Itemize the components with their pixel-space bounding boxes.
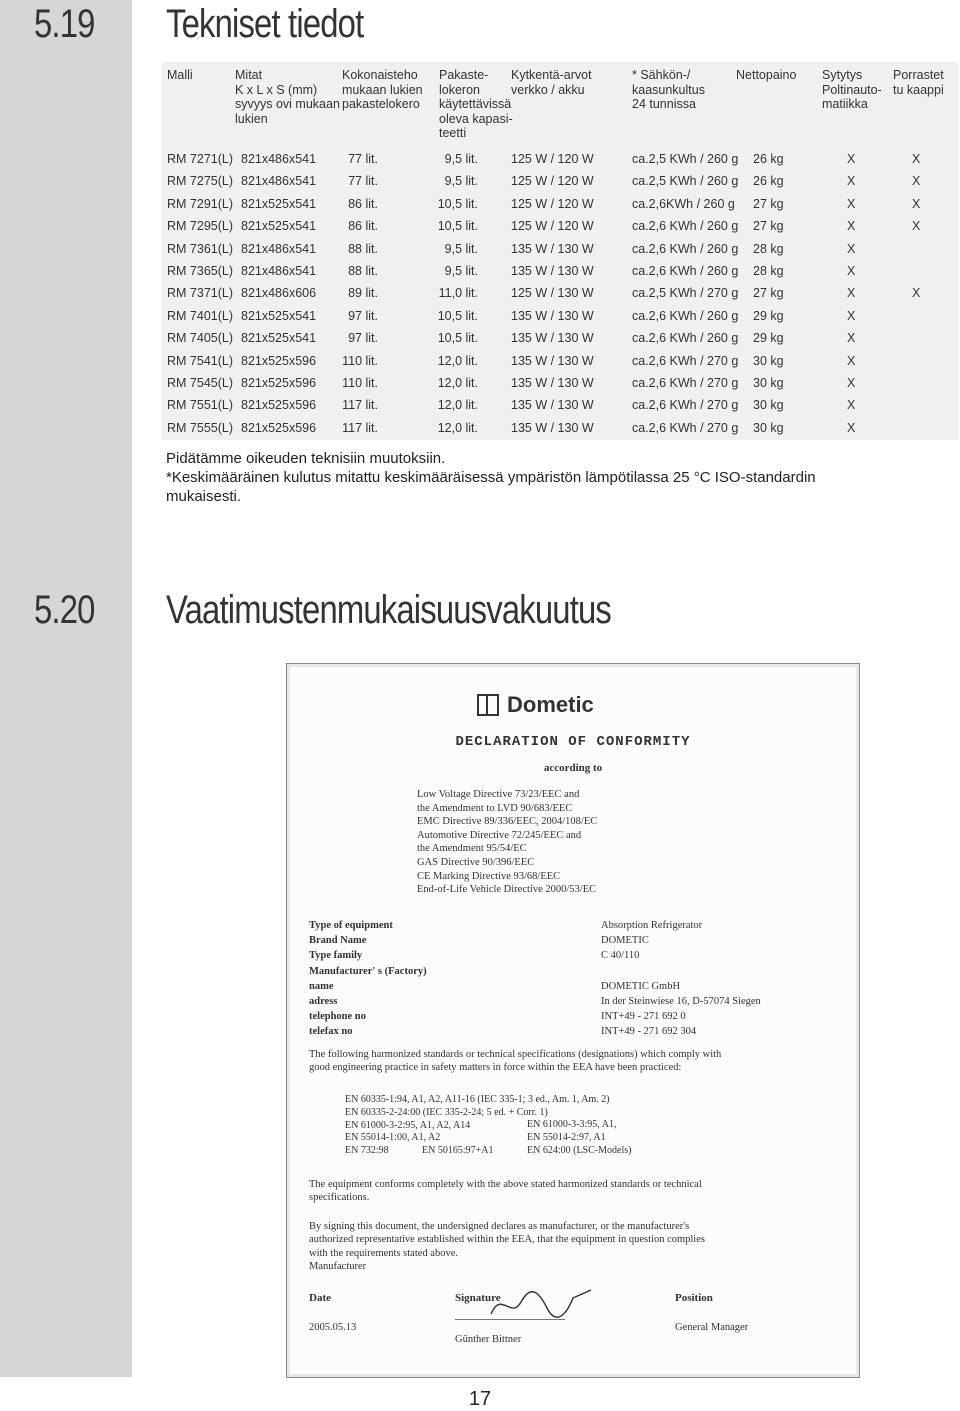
cell-consumption: ca.2,6 KWh / 260 g	[632, 241, 739, 256]
cell-total-volume: 88 lit.	[348, 241, 378, 256]
notes-block	[166, 449, 926, 506]
cell-net-weight: 27 kg	[753, 196, 784, 211]
cell-ignition: X	[847, 376, 856, 390]
position-value: General Manager	[675, 1322, 749, 1333]
handwritten-signature	[487, 1284, 597, 1324]
table-row	[162, 282, 958, 304]
cell-model: RM 7405(L)	[167, 331, 233, 346]
cell-stepped-cabinet: X	[912, 196, 921, 211]
cell-ignition: X	[847, 398, 856, 413]
cell-net-weight: 29 kg	[753, 331, 784, 346]
table-row	[162, 350, 958, 372]
cell-model: RM 7545(L)	[167, 376, 233, 390]
conformity-statement: The equipment conforms completely with the above stated harmonized standards or technical specifications.	[309, 1179, 702, 1204]
cell-freezer-capacity: 10,5 lit.	[437, 219, 478, 234]
standards-left: EN 60335-1:94, A1, A2, A11-16 (IEC 335-1; 3 ed., Am. 1, Am. 2) EN 60335-2-24:00 (IEC 335-2-24; 5 ed. + Corr. 1) EN 61000-3-2:95, A1, A2, A14 EN 55014-1:00, A1, A2 EN 732:98	[345, 1094, 610, 1157]
cell-consumption: ca.2,6 KWh / 260 g	[632, 331, 739, 346]
cell-freezer-capacity: 10,5 lit.	[437, 308, 478, 323]
cell-ignition: X	[847, 264, 856, 278]
cell-consumption: ca.2,6 KWh / 270 g	[632, 376, 739, 390]
cell-total-volume: 117 lit.	[342, 420, 378, 435]
cell-dimensions: 821x525x541	[241, 331, 317, 346]
left-margin-band	[0, 0, 132, 1377]
table-row	[162, 215, 958, 237]
cell-total-volume: 110 lit.	[342, 353, 378, 368]
page-number: 17	[468, 1388, 492, 1410]
header-total-volume: Kokonaisteho mukaan lukien pakastelokero	[342, 68, 423, 111]
cell-power-rating: 135 W / 130 W	[511, 264, 594, 278]
cell-net-weight: 28 kg	[753, 264, 784, 278]
signature-label: Signature	[455, 1292, 501, 1304]
cell-power-rating: 135 W / 130 W	[511, 331, 594, 346]
header-stepped-cabinet: Porrastet tu kaappi	[893, 68, 944, 97]
directive-list: Low Voltage Directive 73/23/EEC and the Amendment to LVD 90/683/EEC EMC Directive 89/336/EEC, 2004/108/EC Automotive Directive 72/245/EEC and the Amendment 95/54/EC GAS Directive 90/396/EEC CE Marking Directive 93/68/EEC End-of-Life Vehicle Directive 2000/53/EC	[417, 789, 598, 896]
cell-freezer-capacity: 12,0 lit.	[437, 353, 478, 368]
section-number-520: 5.20	[34, 588, 95, 632]
declaration-title: DECLARATION OF CONFORMITY	[455, 734, 691, 750]
cell-net-weight: 26 kg	[753, 174, 784, 189]
cell-power-rating: 135 W / 130 W	[511, 398, 594, 413]
cell-dimensions: 821x525x541	[241, 308, 317, 323]
signing-statement: By signing this document, the undersigned declares as manufacturer, or the manufacturer's authorized representative established within the EEA, that the equipment in question complies with the requirements stated above. Manufacturer	[309, 1221, 705, 1273]
cell-freezer-capacity: 9,5 lit.	[444, 264, 478, 278]
cell-net-weight: 30 kg	[753, 420, 784, 435]
cell-power-rating: 125 W / 120 W	[511, 152, 594, 166]
cell-model: RM 7365(L)	[167, 264, 233, 278]
cell-dimensions: 821x525x541	[241, 219, 317, 234]
cell-dimensions: 821x486x606	[241, 286, 317, 301]
note-average-consumption: *Keskimääräinen kulutus mitattu keskimääräisessä ympäristön lämpötilassa 25 °C ISO-standardin mukaisesti.	[166, 469, 816, 505]
cell-freezer-capacity: 12,0 lit.	[437, 376, 478, 390]
date-label: Date	[309, 1292, 331, 1304]
cell-ignition: X	[847, 308, 856, 323]
cell-power-rating: 135 W / 130 W	[511, 353, 594, 368]
section-title-520: Vaatimustenmukaisuusvakuutus	[166, 588, 611, 632]
table-row	[162, 260, 958, 282]
cell-model: RM 7555(L)	[167, 420, 233, 435]
table-row	[162, 327, 958, 349]
cell-freezer-capacity: 12,0 lit.	[437, 420, 478, 435]
date-value: 2005.05.13	[309, 1322, 357, 1333]
table-row	[162, 305, 958, 327]
signature-line	[455, 1319, 565, 1320]
standards-middle: EN 50165:97+A1	[422, 1145, 494, 1156]
header-dimensions: Mitat K x L x S (mm) syvyys ovi mukaan lukien	[235, 68, 340, 126]
table-row	[162, 170, 958, 192]
cell-freezer-capacity: 9,5 lit.	[444, 174, 478, 189]
cell-freezer-capacity: 9,5 lit.	[444, 241, 478, 256]
cell-ignition: X	[847, 353, 856, 368]
cell-power-rating: 135 W / 130 W	[511, 308, 594, 323]
standards-right: EN 61000-3-3:95, A1, EN 55014-2:97, A1 EN 624:00 (LSC-Models)	[527, 1119, 632, 1156]
cell-total-volume: 117 lit.	[342, 398, 378, 413]
cell-model: RM 7401(L)	[167, 308, 233, 323]
cell-freezer-capacity: 9,5 lit.	[444, 152, 478, 166]
cell-ignition: X	[847, 420, 856, 435]
cell-power-rating: 125 W / 120 W	[511, 219, 594, 234]
header-power-rating: Kytkentä-arvot verkko / akku	[511, 68, 592, 97]
cell-dimensions: 821x525x596	[241, 398, 317, 413]
cell-net-weight: 26 kg	[753, 152, 784, 166]
cell-total-volume: 77 lit.	[348, 152, 378, 166]
cell-consumption: ca.2,6 KWh / 260 g	[632, 264, 739, 278]
table-row	[162, 238, 958, 260]
table-row	[162, 394, 958, 416]
cell-stepped-cabinet: X	[912, 219, 921, 234]
note-rights-reserved: Pidätämme oikeuden teknisiin muutoksiin.	[166, 450, 446, 467]
dometic-logo-text: Dometic	[507, 692, 594, 717]
cell-total-volume: 89 lit.	[348, 286, 378, 301]
table-row	[162, 417, 958, 439]
dometic-logo-icon	[477, 694, 499, 716]
cell-freezer-capacity: 10,5 lit.	[437, 331, 478, 346]
cell-power-rating: 125 W / 120 W	[511, 174, 594, 189]
cell-model: RM 7551(L)	[167, 398, 233, 413]
cell-consumption: ca.2,6 KWh / 260 g	[632, 308, 739, 323]
cell-power-rating: 125 W / 130 W	[511, 286, 594, 301]
harmonized-standards-intro: The following harmonized standards or technical specifications (designations) which comply with good engineering practice in safety matters in force within the EEA have been practiced:	[309, 1049, 722, 1074]
cell-total-volume: 77 lit.	[348, 174, 378, 189]
cell-dimensions: 821x525x596	[241, 376, 317, 390]
cell-ignition: X	[847, 196, 856, 211]
cell-total-volume: 110 lit.	[342, 376, 378, 390]
technical-data-table	[162, 62, 958, 440]
cell-consumption: ca.2,6 KWh / 260 g	[632, 219, 739, 234]
cell-total-volume: 97 lit.	[348, 308, 378, 323]
section-number-519: 5.19	[34, 2, 95, 46]
table-row	[162, 372, 958, 394]
header-freezer-capacity: Pakaste- lokeron käytettävissä oleva kapasi- teetti	[439, 68, 513, 140]
cell-total-volume: 86 lit.	[348, 219, 378, 234]
cell-dimensions: 821x486x541	[241, 264, 317, 278]
cell-stepped-cabinet: X	[912, 174, 921, 189]
cell-ignition: X	[847, 331, 856, 346]
cell-power-rating: 135 W / 130 W	[511, 241, 594, 256]
signer-name: Günther Bittner	[455, 1334, 522, 1345]
cell-net-weight: 27 kg	[753, 286, 784, 301]
cell-stepped-cabinet: X	[912, 152, 921, 166]
cell-net-weight: 30 kg	[753, 376, 784, 390]
cell-dimensions: 821x486x541	[241, 152, 317, 166]
cell-dimensions: 821x525x596	[241, 420, 317, 435]
declaration-of-conformity-scan	[286, 663, 860, 1378]
cell-ignition: X	[847, 219, 856, 234]
section-title-519: Tekniset tiedot	[166, 2, 364, 46]
cell-model: RM 7361(L)	[167, 241, 233, 256]
header-model: Malli	[167, 68, 193, 82]
equipment-values: Absorption Refrigerator DOMETIC C 40/110 DOMETIC GmbH In der Steinwiese 16, D-57074 Siegen INT+49 - 271 692 0 INT+49 - 271 692 304	[601, 920, 761, 1038]
header-ignition: Sytytys Poltinauto- matiikka	[822, 68, 882, 111]
header-consumption: * Sähkön-/ kaasunkultus 24 tunnissa	[632, 68, 705, 111]
cell-dimensions: 821x525x541	[241, 196, 317, 211]
cell-dimensions: 821x486x541	[241, 241, 317, 256]
cell-dimensions: 821x486x541	[241, 174, 317, 189]
cell-model: RM 7371(L)	[167, 286, 233, 301]
cell-stepped-cabinet: X	[912, 286, 921, 301]
cell-total-volume: 86 lit.	[348, 196, 378, 211]
cell-net-weight: 29 kg	[753, 308, 784, 323]
cell-ignition: X	[847, 241, 856, 256]
table-row	[162, 148, 958, 170]
cell-power-rating: 135 W / 130 W	[511, 376, 594, 390]
cell-total-volume: 97 lit.	[348, 331, 378, 346]
cell-net-weight: 30 kg	[753, 398, 784, 413]
dometic-logo	[477, 692, 594, 718]
cell-freezer-capacity: 10,5 lit.	[437, 196, 478, 211]
cell-freezer-capacity: 12,0 lit.	[437, 398, 478, 413]
cell-model: RM 7295(L)	[167, 219, 233, 234]
cell-consumption: ca.2,6KWh / 260 g	[632, 196, 735, 211]
according-to: according to	[543, 762, 603, 774]
cell-dimensions: 821x525x596	[241, 353, 317, 368]
cell-ignition: X	[847, 152, 856, 166]
cell-consumption: ca.2,5 KWh / 260 g	[632, 152, 739, 166]
cell-consumption: ca.2,6 KWh / 270 g	[632, 420, 739, 435]
equipment-labels: Type of equipment Brand Name Type family Manufacturer' s (Factory) name adress telephone no telefax no	[309, 920, 427, 1038]
cell-model: RM 7275(L)	[167, 174, 233, 189]
cell-model: RM 7271(L)	[167, 152, 233, 166]
cell-consumption: ca.2,5 KWh / 260 g	[632, 174, 739, 189]
cell-net-weight: 28 kg	[753, 241, 784, 256]
cell-net-weight: 27 kg	[753, 219, 784, 234]
table-row	[162, 193, 958, 215]
cell-net-weight: 30 kg	[753, 353, 784, 368]
position-label: Position	[675, 1292, 713, 1304]
cell-ignition: X	[847, 286, 856, 301]
cell-power-rating: 135 W / 130 W	[511, 420, 594, 435]
cell-model: RM 7541(L)	[167, 353, 233, 368]
cell-consumption: ca.2,6 KWh / 270 g	[632, 353, 739, 368]
cell-ignition: X	[847, 174, 856, 189]
cell-model: RM 7291(L)	[167, 196, 233, 211]
cell-total-volume: 88 lit.	[348, 264, 378, 278]
header-net-weight: Nettopaino	[736, 68, 797, 82]
cell-consumption: ca.2,5 KWh / 270 g	[632, 286, 739, 301]
cell-consumption: ca.2,6 KWh / 270 g	[632, 398, 739, 413]
cell-freezer-capacity: 11,0 lit.	[438, 286, 478, 301]
cell-power-rating: 125 W / 120 W	[511, 196, 594, 211]
